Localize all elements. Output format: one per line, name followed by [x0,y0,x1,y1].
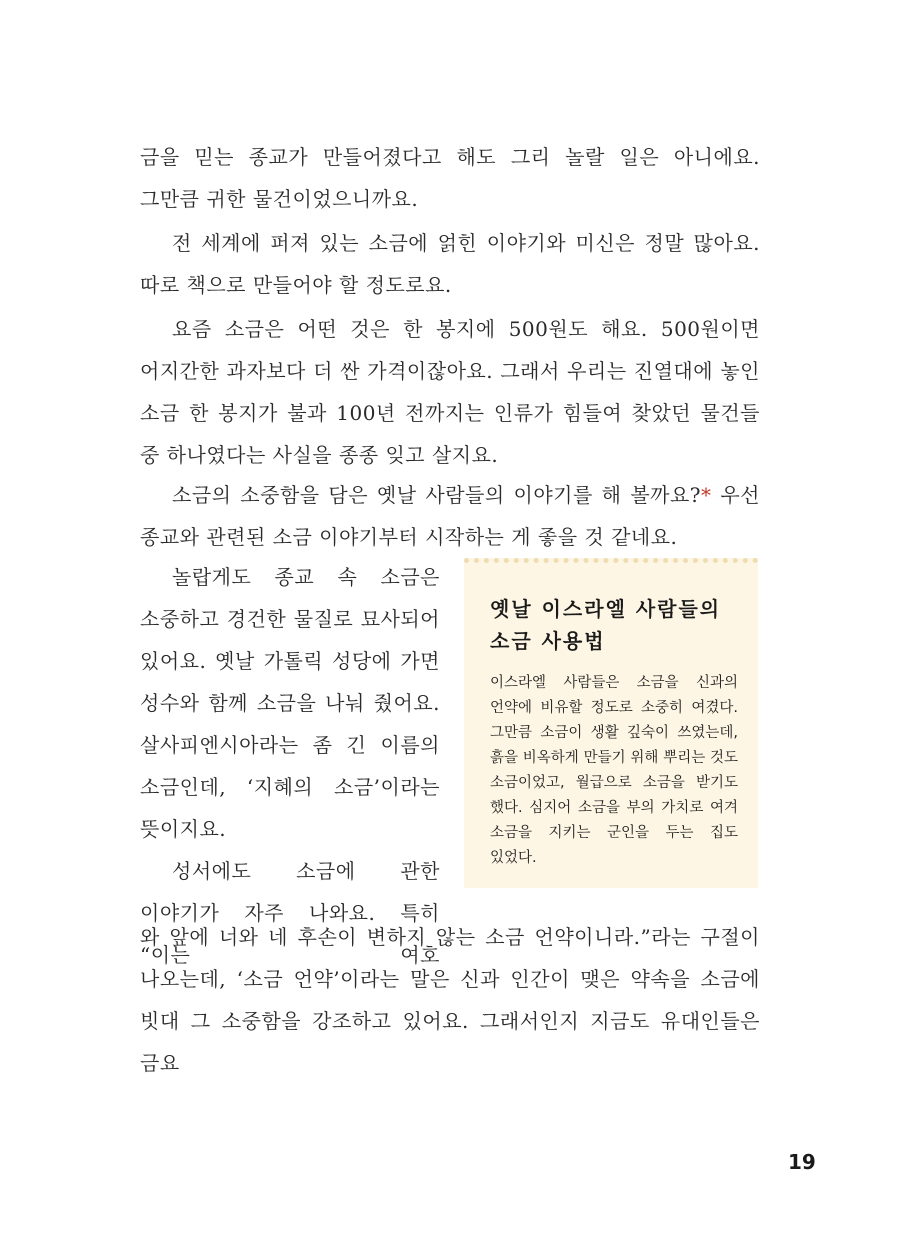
paragraph-1 [140,136,760,220]
paragraph-6-top-text: 성서에도 소금에 관한 이야기가 자주 나와요. 특히 “이는 여호 [140,859,440,967]
paragraph-3-text: 요즘 소금은 어떤 것은 한 봉지에 500원도 해요. 500원이면 어지간한 과자보다 더 싼 가격이잖아요. 그래서 우리는 진열대에 놓인 소금 한 봉지가 불과 100년 전까지는 인류가 힘들여 찾았던 물건들 중 하나였다는 사실을 종종 잊고 살지요. [140,317,760,467]
paragraph-5-text: 놀랍게도 종교 속 소금은 소중하고 경건한 물질로 묘사되어 있어요. 옛날 가톨릭 성당에 가면 성수와 함께 소금을 나눠 줬어요. 살사피엔시아라는 좀 긴 이름의 소금인데, ‘지혜의 소금’이라는 뜻이지요. [140,565,440,841]
left-column [140,556,440,976]
paragraph-4-text [140,474,760,558]
sidebar-title: 옛날 이스라엘 사람들의 소금 사용법 [490,597,722,653]
paragraph-4-rest: 우선 종교와 관련된 소금 이야기부터 시작하는 게 좋을 것 같네요. [140,483,761,549]
paragraph-6-bottom-text: 와 앞에 너와 네 후손이 변하지 않는 소금 언약이니라.”라는 구절이 나오는데, ‘소금 언약’이라는 말은 신과 인간이 맺은 약속을 소금에 빗대 그 소중함을 강조하고 있어요. 그래서인지 지금도 유대인들은 금요 [140,925,760,1075]
footnote-asterisk: * [701,483,712,507]
paragraph-4-lead: 소금의 소중함을 담은 옛날 사람들의 이야기를 해 볼까요? [172,483,702,507]
sidebar-body: 이스라엘 사람들은 소금을 신과의 언약에 비유할 정도로 소중히 여겼다. 그만큼 소금이 생활 깊숙이 쓰였는데, 흙을 비옥하게 만들기 위해 뿌리는 것도 소금이었고, 월급으로 소금을 받기도 했다. 심지어 소금을 부의 가치로 여겨 소금을 지키는 군인을 두는 집도 있었다. [490,675,738,866]
page-number: 19 [788,1150,816,1174]
paragraph-2-text: 전 세계에 퍼져 있는 소금에 얽힌 이야기와 미신은 정말 많아요. 따로 책으로 만들어야 할 정도로요. [140,231,760,297]
paragraph-2 [140,222,760,306]
sidebar-box [464,558,758,888]
paragraph-3 [140,308,760,476]
paragraph-1-text: 금을 믿는 종교가 만들어졌다고 해도 그리 놀랄 일은 아니에요. 그만큼 귀한 물건이었으니까요. [140,145,760,211]
paragraph-6-continued [140,916,760,1084]
paragraph-4 [140,474,760,558]
